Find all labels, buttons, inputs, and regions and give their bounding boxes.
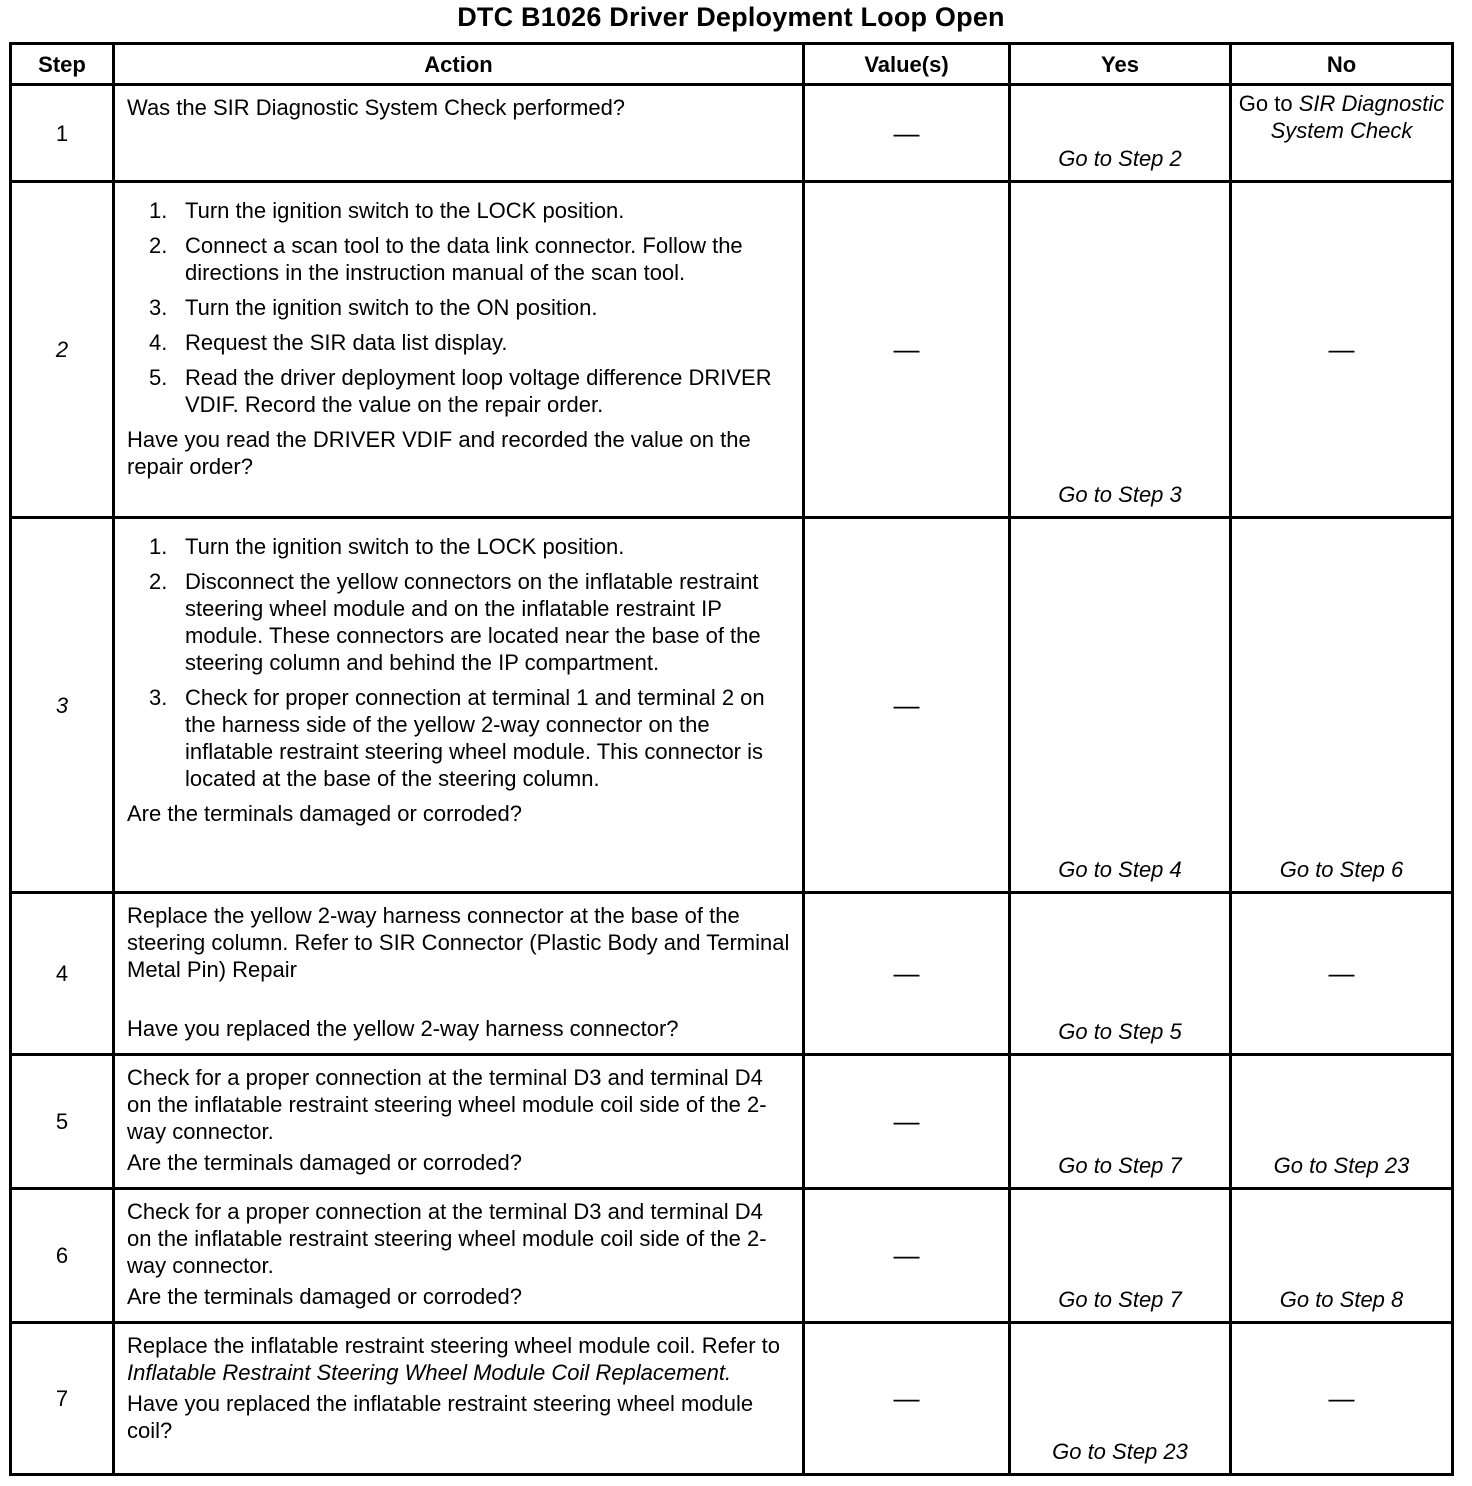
- step-number: 2: [11, 182, 114, 518]
- header-values: Value(s): [804, 44, 1010, 85]
- table-row-step-6: [11, 1189, 1453, 1323]
- action-text: Check for a proper connection at the terminal D3 and terminal D4 on the inflatable restraint steering wheel module coil side of the 2-way connector.: [127, 1065, 767, 1144]
- action-question: Are the terminals damaged or corroded?: [127, 801, 522, 826]
- table-row-step-1: [11, 85, 1453, 182]
- value-cell: —: [804, 893, 1010, 1055]
- action-instructions: [127, 533, 792, 792]
- action-cell: [114, 1323, 804, 1475]
- no-cell[interactable]: [1231, 85, 1453, 182]
- instruction-item: 5. Read the driver deployment loop voltage difference DRIVER VDIF. Record the value on the repair order.: [149, 365, 772, 417]
- action-question: Have you replaced the yellow 2-way harness connector?: [127, 1016, 679, 1041]
- instruction-item: 3. Check for proper connection at terminal 1 and terminal 2 on the harness side of the yellow 2-way connector on the inflatable restraint steering wheel module. This connector is located at the base of the steering column.: [149, 685, 765, 791]
- table-row-step-3: [11, 518, 1453, 893]
- no-go-to-step[interactable]: Go to Step 8: [1231, 1189, 1453, 1323]
- coil-replacement-link[interactable]: Inflatable Restraint Steering Wheel Module Coil Replacement.: [127, 1360, 732, 1385]
- action-cell: [114, 85, 804, 182]
- step-number: 4: [11, 893, 114, 1055]
- instruction-item: 2. Disconnect the yellow connectors on the inflatable restraint steering wheel module and on the inflatable restraint IP module. These connectors are located near the base of the steering column and behind the IP compartment.: [149, 569, 761, 675]
- no-prefix: Go to: [1238, 91, 1293, 116]
- step-number: 6: [11, 1189, 114, 1323]
- action-question: Are the terminals damaged or corroded?: [127, 1284, 522, 1309]
- action-cell: [114, 893, 804, 1055]
- no-go-to-step[interactable]: Go to Step 23: [1231, 1055, 1453, 1189]
- diagnostic-table: [9, 42, 1454, 1476]
- instruction-item: 1. Turn the ignition switch to the LOCK position.: [149, 534, 625, 559]
- no-cell: —: [1231, 182, 1453, 518]
- header-no: No: [1231, 44, 1453, 85]
- instruction-item: 4. Request the SIR data list display.: [149, 330, 508, 355]
- value-cell: —: [804, 518, 1010, 893]
- document-title: DTC B1026 Driver Deployment Loop Open: [457, 2, 1005, 32]
- step-number: 5: [11, 1055, 114, 1189]
- action-question: Have you replaced the inflatable restraint steering wheel module coil?: [127, 1391, 754, 1443]
- no-cell: —: [1231, 893, 1453, 1055]
- table-row-step-7: [11, 1323, 1453, 1475]
- action-cell: [114, 1055, 804, 1189]
- no-go-to-step[interactable]: Go to Step 6: [1231, 518, 1453, 893]
- yes-go-to-step[interactable]: Go to Step 23: [1010, 1323, 1231, 1475]
- yes-go-to-step[interactable]: Go to Step 4: [1010, 518, 1231, 893]
- header-yes: Yes: [1010, 44, 1231, 85]
- step-number: 1: [11, 85, 114, 182]
- step-number: 7: [11, 1323, 114, 1475]
- action-question: Was the SIR Diagnostic System Check performed?: [127, 95, 626, 120]
- action-cell: [114, 1189, 804, 1323]
- header-row: [11, 44, 1453, 85]
- sir-diagnostic-system-check-link[interactable]: SIR Diagnostic System Check: [1270, 91, 1445, 143]
- instruction-item: 2. Connect a scan tool to the data link connector. Follow the directions in the instruction manual of the scan tool.: [149, 233, 743, 285]
- table-row-step-2: [11, 182, 1453, 518]
- header-step: Step: [11, 44, 114, 85]
- action-text: Check for a proper connection at the terminal D3 and terminal D4 on the inflatable restraint steering wheel module coil side of the 2-way connector.: [127, 1199, 767, 1278]
- action-question: Are the terminals damaged or corroded?: [127, 1150, 522, 1175]
- table-row-step-4: [11, 893, 1453, 1055]
- action-text: Replace the inflatable restraint steering wheel module coil. Refer to Inflatable Restraint Steering Wheel Module Coil Replacement.: [127, 1333, 781, 1385]
- no-cell: —: [1231, 1323, 1453, 1475]
- action-cell: [114, 518, 804, 893]
- value-cell: —: [804, 1323, 1010, 1475]
- value-cell: —: [804, 85, 1010, 182]
- header-action: Action: [114, 44, 804, 85]
- action-instructions: [127, 197, 792, 418]
- value-cell: —: [804, 1055, 1010, 1189]
- yes-go-to-step[interactable]: Go to Step 7: [1010, 1055, 1231, 1189]
- yes-go-to-step[interactable]: Go to Step 3: [1010, 182, 1231, 518]
- action-cell: [114, 182, 804, 518]
- value-cell: —: [804, 1189, 1010, 1323]
- step-number: 3: [11, 518, 114, 893]
- instruction-item: 3. Turn the ignition switch to the ON position.: [149, 295, 598, 320]
- table-row-step-5: [11, 1055, 1453, 1189]
- action-text: Replace the yellow 2-way harness connector at the base of the steering column. Refer to SIR Connector (Plastic Body and Terminal Metal Pin) Repair: [127, 903, 790, 982]
- instruction-item: 1. Turn the ignition switch to the LOCK position.: [149, 198, 625, 223]
- yes-go-to-step[interactable]: Go to Step 5: [1010, 893, 1231, 1055]
- action-question: Have you read the DRIVER VDIF and recorded the value on the repair order?: [127, 427, 751, 479]
- yes-go-to-step[interactable]: Go to Step 7: [1010, 1189, 1231, 1323]
- yes-go-to-step[interactable]: Go to Step 2: [1010, 85, 1231, 182]
- value-cell: —: [804, 182, 1010, 518]
